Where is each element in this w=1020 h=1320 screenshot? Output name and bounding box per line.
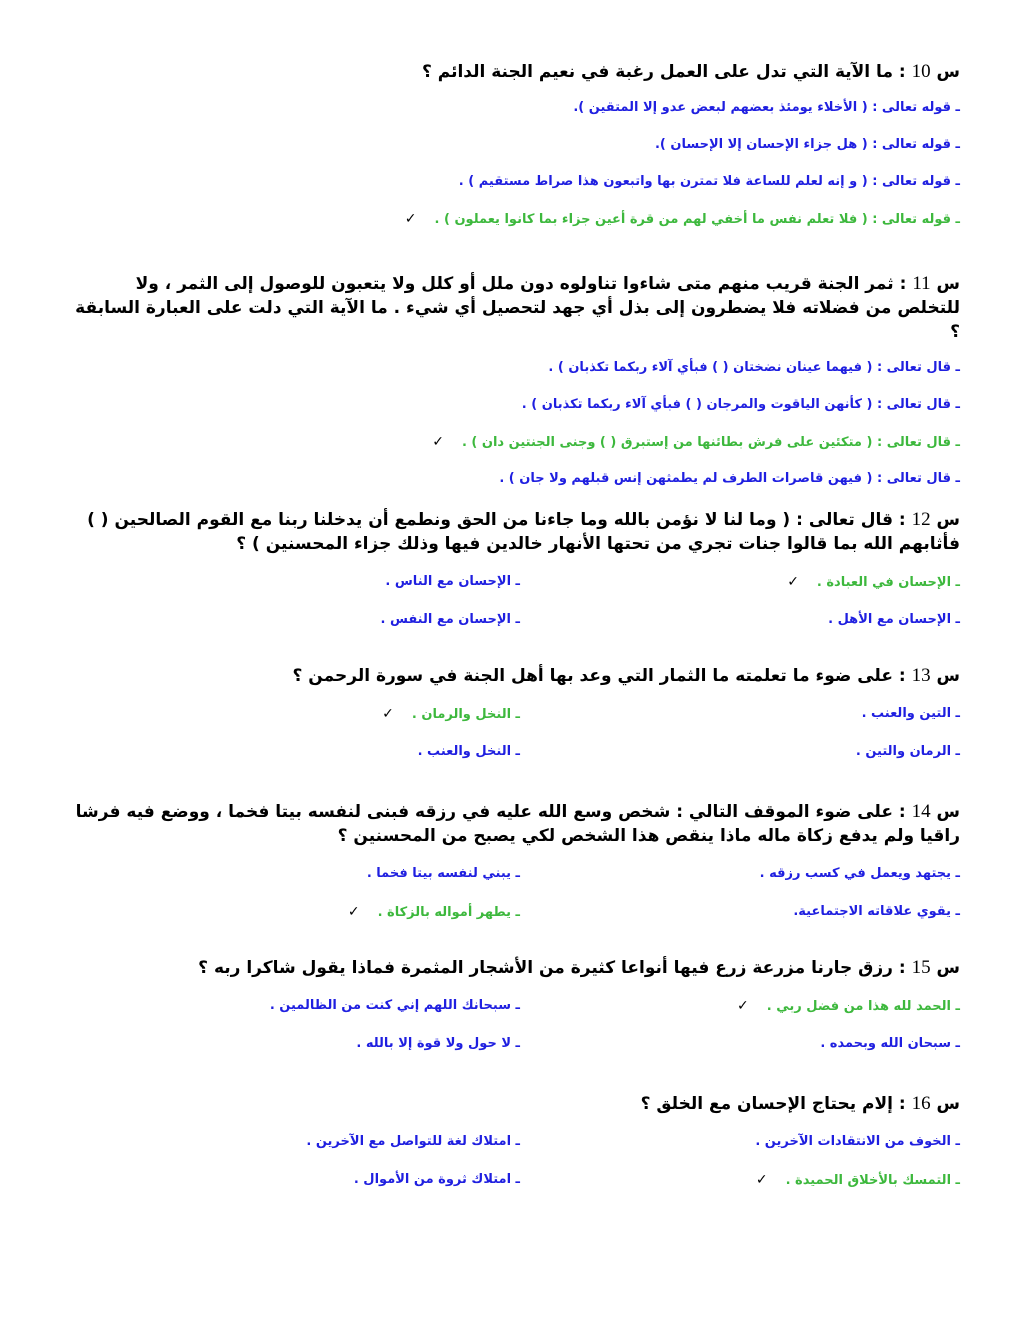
question-15 — [75, 956, 960, 1072]
option-text: ـ قوله تعالى : ( هل جزاء الإحسان إلا الإحسان ). — [654, 137, 960, 152]
option-text: ـ قوله تعالى : ( فلا تعلم نفس ما أخفي لهم من قرة أعين جزاء بما كانوا يعملون ) . — [434, 212, 960, 227]
option-text: ـ الإحسان مع الأهل . — [828, 612, 960, 627]
question-prefix: س — [936, 274, 960, 294]
question-number: 13 — [911, 665, 931, 686]
question-number: 10 — [911, 61, 931, 82]
option[interactable] — [755, 1132, 960, 1152]
checkmark-icon: ✓ — [755, 1172, 768, 1188]
question-prefix: س — [936, 1094, 960, 1114]
option[interactable] — [382, 704, 520, 725]
question-title — [75, 800, 960, 848]
question-number: 12 — [911, 509, 931, 530]
question-title — [75, 272, 960, 344]
question-number: 15 — [911, 957, 931, 978]
question-title — [75, 1092, 960, 1116]
question-text: : إلام يحتاج الإحسان مع الخلق ؟ — [640, 1094, 906, 1114]
checkmark-icon: ✓ — [382, 706, 394, 722]
option[interactable] — [75, 172, 960, 209]
question-text: : على ضوء ما تعلمته ما الثمار التي وعد بها أهل الجنة في سورة الرحمن ؟ — [292, 666, 906, 686]
option[interactable] — [760, 864, 960, 884]
option-text: ـ يجتهد ويعمل في كسب رزقه . — [759, 866, 960, 881]
option[interactable] — [75, 432, 960, 469]
option-text: ـ قال تعالى : ( كأنهن الياقوت والمرجان ( ) فبأي آلاء ربكما تكذبان ) . — [521, 397, 960, 412]
checkmark-icon: ✓ — [404, 211, 417, 227]
option-text: ـ امتلاك لغة للتواصل مع الآخرين . — [306, 1134, 520, 1149]
option[interactable] — [820, 1034, 960, 1054]
option[interactable] — [367, 864, 520, 884]
option[interactable] — [75, 358, 960, 395]
question-text: : على ضوء الموقف التالي : شخص وسع الله عليه في رزقه فبنى لنفسه بيتا فخما ، ووضع فيه فرشا راقيا ولم يدفع زكاة ماله ماذا ينقص هذا الشخص لكي يصبح من المحسنين ؟ — [75, 802, 960, 846]
question-title — [75, 508, 960, 556]
option-text: ـ يقوي علاقاته الاجتماعية. — [793, 904, 960, 919]
option-text: ـ امتلاك ثروة من الأموال . — [353, 1172, 520, 1187]
option-text: ـ التين والعنب . — [861, 706, 960, 721]
option[interactable] — [75, 135, 960, 172]
option[interactable] — [385, 572, 520, 592]
option-text: ـ الإحسان مع النفس . — [380, 612, 520, 627]
checkmark-icon: ✓ — [347, 904, 360, 920]
option-text: ـ التمسك بالأخلاق الحميدة . — [785, 1173, 960, 1188]
option-text: ـ الخوف من الانتقادات الآخرين . — [755, 1134, 960, 1149]
option[interactable] — [354, 1170, 520, 1190]
option[interactable] — [348, 902, 520, 923]
question-text: : قال تعالى : ( وما لنا لا نؤمن بالله وما جاءنا من الحق ونطمع أن يدخلنا ربنا مع القوم الصالحين ( ) فأثابهم الله بما قالوا جنات تجري من تحتها الأنهار خالدين فيها وذلك جزاء المحسنين ) ؟ — [87, 510, 960, 554]
option-text: ـ قال تعالى : ( فيهما عينان نضختان ( ) فبأي آلاء ربكما تكذبان ) . — [548, 360, 960, 375]
option-text: ـ قوله تعالى : ( و إنه لعلم للساعة فلا تمترن بها واتبعون هذا صراط مستقيم ) . — [458, 174, 960, 189]
question-prefix: س — [936, 510, 960, 530]
question-10 — [75, 60, 960, 246]
option[interactable] — [270, 996, 520, 1016]
question-prefix: س — [936, 666, 960, 686]
question-number: 11 — [912, 273, 931, 294]
question-11 — [75, 272, 960, 506]
question-16 — [75, 1092, 960, 1208]
checkmark-icon: ✓ — [432, 434, 444, 450]
question-14 — [75, 800, 960, 940]
option[interactable] — [856, 742, 960, 762]
question-text: : رزق جارنا مزرعة زرع فيها أنواعا كثيرة من الأشجار المثمرة فماذا يقول شاكرا ربه ؟ — [198, 958, 906, 978]
option[interactable] — [75, 98, 960, 135]
question-prefix: س — [936, 62, 960, 82]
option[interactable] — [380, 610, 520, 630]
question-title — [75, 664, 960, 688]
option[interactable] — [737, 996, 960, 1017]
option-text: ـ يطهر أمواله بالزكاة . — [377, 905, 520, 920]
checkmark-icon: ✓ — [787, 574, 799, 590]
question-prefix: س — [936, 958, 960, 978]
option-text: ـ قوله تعالى : ( الأخلاء يومئذ بعضهم لبعض عدو إلا المتقين ). — [573, 100, 960, 115]
option[interactable] — [75, 209, 960, 246]
question-text: : ما الآية التي تدل على العمل رغبة في نعيم الجنة الدائم ؟ — [421, 62, 906, 82]
option[interactable] — [787, 572, 960, 593]
option[interactable] — [862, 704, 960, 724]
checkmark-icon: ✓ — [737, 998, 749, 1014]
option[interactable] — [306, 1132, 520, 1152]
question-title — [75, 956, 960, 980]
option-text: ـ لا حول ولا قوة إلا بالله . — [356, 1036, 520, 1051]
option-text: ـ النخل والرمان . — [411, 707, 520, 722]
option-text: ـ قال تعالى : ( فيهن قاصرات الطرف لم يطمثهن إنس قبلهم ولا جان ) . — [499, 471, 960, 486]
option[interactable] — [75, 395, 960, 432]
option[interactable] — [75, 469, 960, 506]
option[interactable] — [356, 1034, 520, 1054]
option-text: ـ الرمان والتين . — [855, 744, 960, 759]
option-text: ـ يبني لنفسه بيتا فخما . — [366, 866, 520, 881]
option-text: ـ الحمد لله هذا من فضل ربي . — [766, 999, 960, 1014]
option-text: ـ سبحانك اللهم إني كنت من الظالمين . — [269, 998, 520, 1013]
option-text: ـ الإحسان في العبادة . — [816, 575, 960, 590]
option[interactable] — [756, 1170, 960, 1191]
option-text: ـ سبحان الله وبحمده . — [820, 1036, 960, 1051]
option-text: ـ قال تعالى : ( متكئين على فرش بطائنها من إستبرق ( ) وجنى الجنتين دان ) . — [461, 435, 960, 450]
question-number: 16 — [911, 1093, 931, 1114]
question-title — [75, 60, 960, 84]
option[interactable] — [828, 610, 960, 630]
option-text: ـ النخل والعنب . — [417, 744, 520, 759]
question-prefix: س — [936, 802, 960, 822]
option[interactable] — [793, 902, 960, 922]
question-12 — [75, 508, 960, 648]
option[interactable] — [418, 742, 520, 762]
question-number: 14 — [911, 801, 931, 822]
question-text: : ثمر الجنة قريب منهم متى شاءوا تناولوه دون ملل أو كلل ولا يتعبون للوصول إلى الثمر ، ولا للتخلص من فضلاته فلا يضطرون إلى بذل أي جهد لتحصيل أي شيء . ما الآية التي دلت على العبارة السابقة ؟ — [75, 274, 960, 342]
option-text: ـ الإحسان مع الناس . — [385, 574, 520, 589]
question-13 — [75, 664, 960, 780]
